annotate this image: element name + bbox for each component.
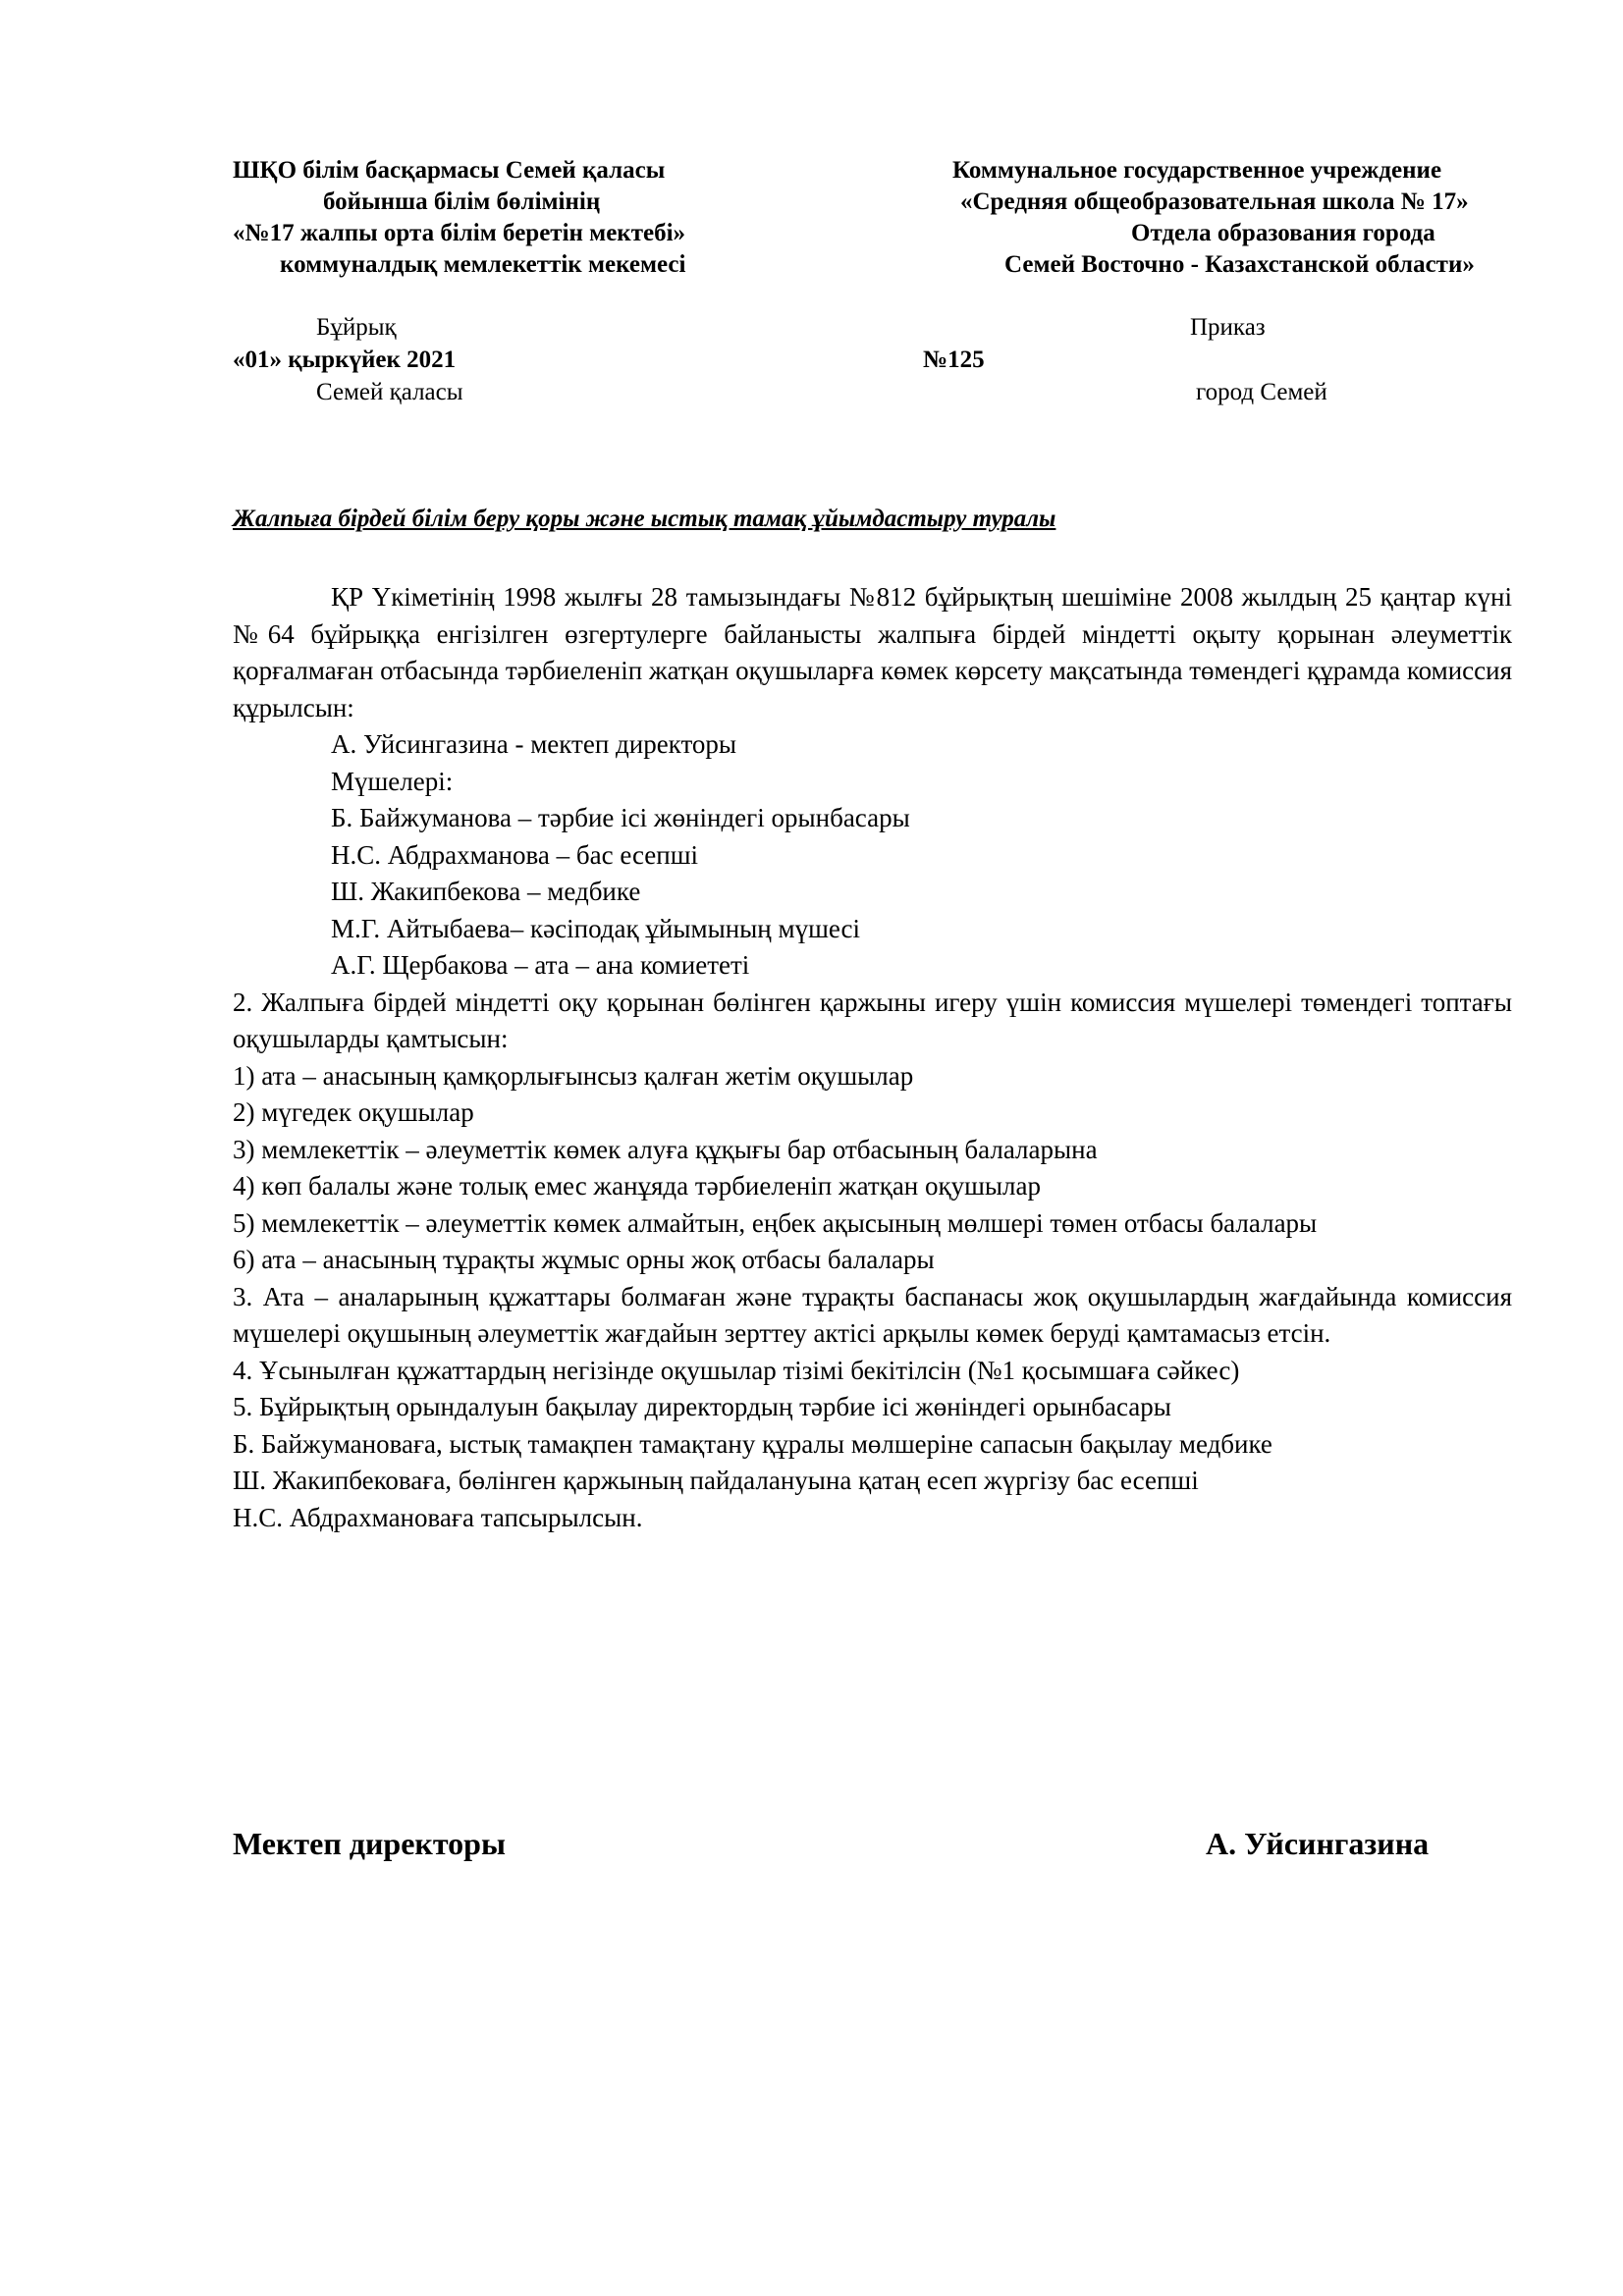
group-item: 4) көп балалы және толық емес жанұяда тәрбиеленіп жатқан оқушылар <box>233 1171 1042 1201</box>
group-item: 6) ата – анасының тұрақты жұмыс орны жоқ отбасы балалары <box>233 1245 935 1274</box>
paragraph-5-line: Б. Байжумановаға, ыстық тамақпен тамақтану құралы мөлшеріне сапасын бақылау медбике <box>233 1428 1272 1459</box>
order-label-kz: Бұйрық <box>316 314 397 341</box>
order-label-ru: Приказ <box>1190 314 1266 341</box>
header-left-line: «№17 жалпы орта білім беретін мектебі» <box>233 220 686 246</box>
member-item: Б. Байжуманова – тәрбие ісі жөніндегі орынбасары <box>331 803 910 832</box>
paragraph-4: 4. Ұсынылған құжаттардың негізінде оқушылар тізімі бекітілсін (№1 қосымшаға сәйкес) <box>233 1355 1240 1385</box>
header-right-line: «Средняя общеобразовательная школа № 17» <box>960 188 1469 215</box>
order-date: «01» қыркүйек 2021 <box>233 347 457 373</box>
header-left-line: бойынша білім бөлімінің <box>323 188 601 215</box>
member-item: М.Г. Айтыбаева– кәсіподақ ұйымының мүшесі <box>331 913 861 943</box>
group-item: 5) мемлекеттік – әлеуметтік көмек алмайтын, еңбек ақысының мөлшері төмен отбасы балалары <box>233 1207 1318 1238</box>
header-left-line: коммуналдық мемлекеттік мекемесі <box>280 251 686 278</box>
member-item: А.Г. Щербакова – ата – ана комиететі <box>331 950 750 980</box>
header-right-ru <box>923 155 1551 281</box>
members-label: Мүшелері: <box>331 766 454 796</box>
header-right-line: Семей Восточно - Казахстанской области» <box>1004 251 1475 278</box>
order-number: №125 <box>923 347 985 373</box>
document-body <box>233 579 1512 1536</box>
document-title: Жалпыға бірдей білім беру қоры және ыстық тамақ ұйымдастыру туралы <box>233 506 1056 532</box>
order-city-ru: город Семей <box>1196 379 1327 405</box>
header-right-line: Коммунальное государственное учреждение <box>952 157 1442 184</box>
paragraph-2: 2. Жалпыға бірдей міндетті оқу қорынан бөлінген қаржыны игеру үшін комиссия мүшелері төмендегі топтағы оқушыларды қамтысын: <box>233 987 1512 1053</box>
member-item: Ш. Жакипбекова – медбике <box>331 877 641 906</box>
order-city-kz: Семей қаласы <box>316 379 463 405</box>
paragraph-5-line: Ш. Жакипбековаға, бөлінген қаржының пайдалануына қатаң есеп жүргізу бас есепші <box>233 1466 1199 1495</box>
intro-paragraph: ҚР Үкіметінің 1998 жылғы 28 тамызындағы №812 бұйрықтың шешіміне 2008 жылдың 25 қаңтар күні №64 бұйрыққа енгізілген өзгертулерге байланысты жалпыға бірдей міндетті оқыту қорынан әлеуметтік қорғалмаған отбасында тәрбиеленіп жатқан оқушыларға көмек көрсету мақсатында төмендегі құрамда комиссия құрылсын: <box>233 582 1512 722</box>
paragraph-5-line: Н.С. Абдрахмановаға тапсырылсын. <box>233 1502 643 1532</box>
member-item: Н.С. Абдрахманова – бас есепші <box>331 839 699 870</box>
paragraph-3: 3. Ата – аналарының құжаттары болмаған және тұрақты баспанасы жоқ оқушылардың жағдайында комиссия мүшелері оқушының әлеуметтік жағдайын зерттеу актісі арқылы көмек беруді қамтамасыз етсін. <box>233 1281 1512 1348</box>
paragraph-5-line: 5. Бұйрықтың орындалуын бақылау директордың тәрбие ісі жөніндегі орынбасары <box>233 1392 1171 1421</box>
header-left-line: ШҚО білім басқармасы Семей қаласы <box>233 157 666 184</box>
group-item: 2) мүгедек оқушылар <box>233 1097 474 1127</box>
header-left-kz <box>233 155 783 281</box>
group-item: 1) ата – анасының қамқорлығынсыз қалған жетім оқушылар <box>233 1060 914 1091</box>
signature-position: Мектеп директоры <box>233 1826 506 1861</box>
commission-chair: А. Уйсингазина - мектеп директоры <box>331 729 737 759</box>
signature-name: А. Уйсингазина <box>1206 1826 1430 1861</box>
header-right-line: Отдела образования города <box>1131 220 1435 246</box>
group-item: 3) мемлекеттік – әлеуметтік көмек алуға құқығы бар отбасының балаларына <box>233 1134 1098 1164</box>
